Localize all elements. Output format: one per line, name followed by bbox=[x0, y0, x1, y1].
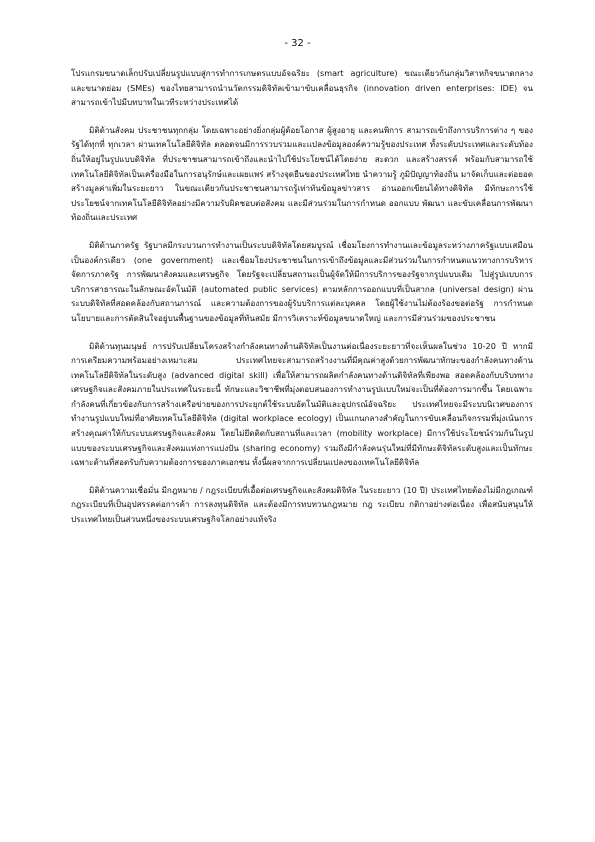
paragraph-text: มิติด้านภาครัฐ รัฐบาลมีกระบวนการทำงานเป็นระบบดิจิทัลโดยสมบูรณ์ เชื่อมโยงการทำงานและข้อมูลระหว่างภาครัฐแบบเสมือนเป็นองค์กรเดียว (one government) และเชื่อมโยงประชาชนในการเข้าถึงข้อมูลและมีส่วนร่วมในการกำหนดแนวทางการบริหารจัดการภาครัฐ การพัฒนาสังคมและเศรษฐกิจ โดยรัฐจะเปลี่ยนสถานะเป็นผู้จัดให้มีการบริการของรัฐจากรูปแบบเดิม ไปสู่รูปแบบการบริการสาธารณะในลักษณะอัตโนมัติ (automated public services) ตามหลักการออกแบบที่เป็นสากล (universal design) ผ่านระบบดิจิทัลที่สอดคล้องกับสถานการณ์ และความต้องการของผู้รับบริการแต่ละบุคคล โดยผู้ใช้งานไม่ต้องร้องขอต่อรัฐ การกำหนดนโยบายและการตัดสินใจอยู่บนพื้นฐานของข้อมูลที่ทันสมัย มีการวิเคราะห์ข้อมูลขนาดใหญ่ และการมีส่วนร่วมของประชาชน bbox=[71, 239, 533, 323]
paragraph-text: โปรแกรมขนาดเล็กปรับเปลี่ยนรูปแบบสู่การทำการเกษตรแบบอัจฉริยะ (smart agriculture) ขณะเดียวกันกลุ่มวิสาหกิจขนาดกลางและขนาดย่อม (SMEs) ของไทยสามารถนำนวัตกรรมดิจิทัลเข้ามาขับเคลื่อนธุรกิจ (innovation driven enterprises: IDE) จนสามารถเข้าไปมีบทบาทในเวทีระหว่างประเทศได้ bbox=[71, 68, 533, 108]
document-body bbox=[71, 66, 533, 527]
paragraph-human-capital-dimension bbox=[71, 339, 533, 470]
paragraph-text: มิติด้านความเชื่อมั่น มีกฎหมาย / กฎระเบียบที่เอื้อต่อเศรษฐกิจและสังคมดิจิทัล ในระยะยาว (10 ปี) ประเทศไทยต้องไม่มีกฎเกณฑ์ กฎระเบียบที่เป็นอุปสรรคต่อการค้า การลงทุนดิจิทัล และต้องมีการทบทวนกฎหมาย กฎ ระเบียบ กติกาอย่างต่อเนื่อง เพื่อสนับสนุนให้ประเทศไทยเป็นส่วนหนึ่งของระบบเศรษฐกิจโลกอย่างแท้จริง bbox=[71, 484, 533, 525]
paragraph-social-dimension bbox=[71, 123, 533, 225]
paragraph-agriculture-sme bbox=[71, 66, 533, 110]
paragraph-text: มิติด้านทุนมนุษย์ การปรับเปลี่ยนโครงสร้างกำลังคนทางด้านดิจิทัลเป็นงานต่อเนื่องระยะยาวที่จะเห็นผลในช่วง 10-20 ปี หากมีการเตรียมความพร้อมอย่างเหมาะสม ประเทศไทยจะสามารถสร้างงานที่มีคุณค่าสูงด้วยการพัฒนาทักษะของกำลังคนทางด้านเทคโนโลยีดิจิทัลในระดับสูง (advanced digital skill) เพื่อให้สามารถผลิตกำลังคนทางด้านดิจิทัลที่เพียงพอ สอดคล้องกับบริบททางเศรษฐกิจและสังคมภายในประเทศในระยะนี้ ทักษะและวิชาชีพที่มุ่งตอบสนองการทำงานรูปแบบใหม่จะเป็นที่ต้องการมากขึ้น โดยเฉพาะกำลังคนที่เกี่ยวข้องกับการสร้างเครือข่ายของการประยุกต์ใช้ระบบอัตโนมัติและอุปกรณ์อัจฉริยะ ประเทศไทยจะมีระบบนิเวศของการทำงานรูปแบบใหม่ที่อาศัยเทคโนโลยีดิจิทัล (digital workplace ecology) เป็นแกนกลางสำคัญในการขับเคลื่อนกิจกรรมที่มุ่งเน้นการสร้างคุณค่าให้กับระบบเศรษฐกิจและสังคม โดยไม่ยึดติดกับสถานที่และเวลา (mobility workplace) มีการใช้ประโยชน์ร่วมกันในรูปแบบของระบบเศรษฐกิจและสังคมแห่งการแบ่งปัน (sharing economy) รวมถึงมีกำลังคนรุ่นใหม่ที่มีทักษะดิจิทัลระดับสูงและเป็นทักษะเฉพาะด้านที่สอดรับกับความต้องการของภาคเอกชน ทั้งนี้ผลจากการเปลี่ยนแปลงของเทคโนโลยีดิจิทัล bbox=[71, 340, 533, 468]
page-number: - 32 - bbox=[284, 38, 311, 49]
paragraph-government-dimension bbox=[71, 238, 533, 326]
paragraph-trust-dimension bbox=[71, 483, 533, 527]
paragraph-text: มิติด้านสังคม ประชาชนทุกกลุ่ม โดยเฉพาะอย่างยิ่งกลุ่มผู้ด้อยโอกาส ผู้สูงอายุ และคนพิการ สามารถเข้าถึงการบริการต่าง ๆ ของรัฐได้ทุกที่ ทุกเวลา ผ่านเทคโนโลยีดิจิทัล ตลอดจนมีการรวบรวมและแปลงข้อมูลองค์ความรู้ของประเทศ ทั้งระดับประเทศและระดับท้องถิ่นให้อยู่ในรูปแบบดิจิทัล ที่ประชาชนสามารถเข้าถึงและนำไปใช้ประโยชน์ได้โดยง่าย สะดวก และสร้างสรรค์ พร้อมกับสามารถใช้เทคโนโลยีดิจิทัลเป็นเครื่องมือในการอนุรักษ์และเผยแพร่ สร้างจุดยืนของประเทศไทย นำความรู้ ภูมิปัญญาท้องถิ่น มาจัดเก็บและต่อยอดสร้างมูลค่าเพิ่มในระยะยาว ในขณะเดียวกันประชาชนสามารถรู้เท่าทันข้อมูลข่าวสาร อ่านออกเขียนได้ทางดิจิทัล มีทักษะการใช้ประโยชน์จากเทคโนโลยีดิจิทัลอย่างมีความรับผิดชอบต่อสังคม และมีส่วนร่วมในการกำหนด ออกแบบ พัฒนา และขับเคลื่อนการพัฒนาท้องถิ่นและประเทศ bbox=[71, 124, 533, 223]
